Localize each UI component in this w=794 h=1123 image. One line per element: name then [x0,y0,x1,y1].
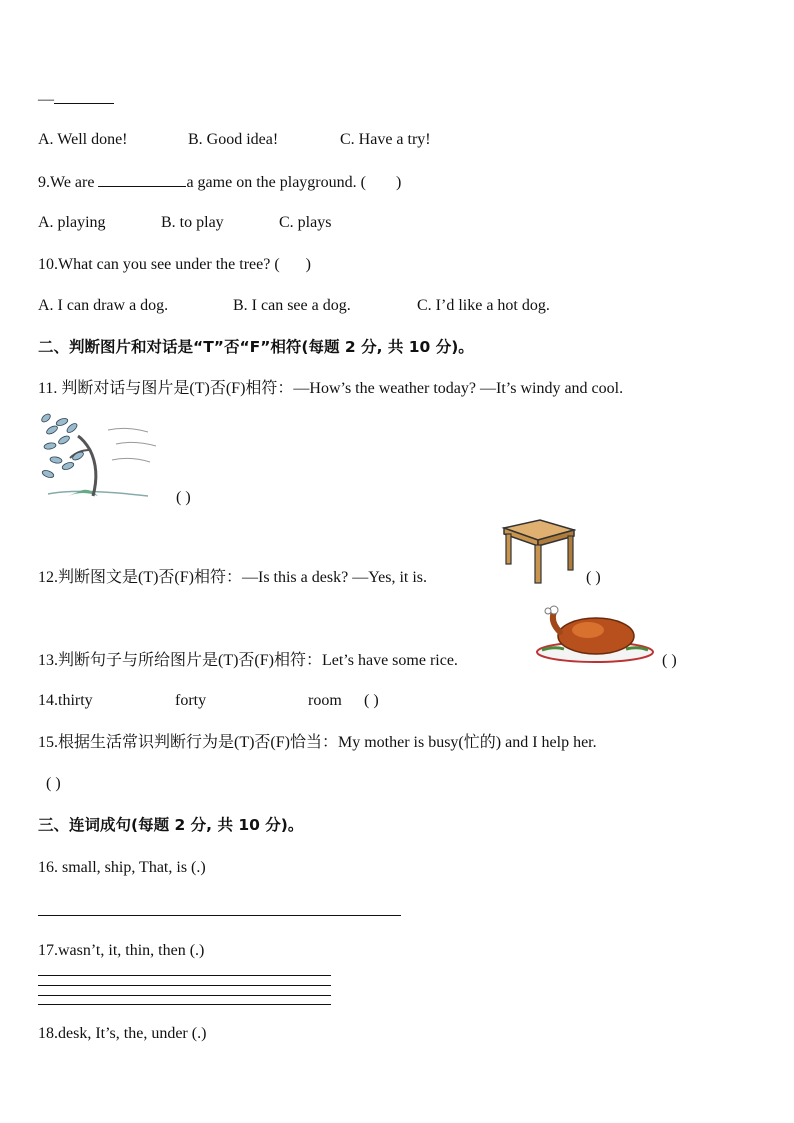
q9-option-a[interactable]: A. playing [38,214,106,231]
q16-text: 16. small, ship, That, is (.) [38,859,206,876]
q14-word-2: forty [175,692,207,709]
q9-fill-blank[interactable] [98,171,186,187]
dialogue-dash: — [38,91,54,108]
q8-option-c[interactable]: C. Have a try! [340,131,431,148]
q10-options [38,296,550,316]
q10-stem [38,255,311,275]
q8-options [38,130,431,150]
q17-text: 17.wasn’t, it, thin, then (.) [38,942,205,959]
q14-word-3: room [308,692,342,709]
q15-answer-parens[interactable]: ( ) [46,775,61,792]
q12-text: 12.判断图文是(T)否(F)相符：—Is this a desk? —Yes, it is. [38,569,428,586]
q9-option-b[interactable]: B. to play [161,214,224,231]
q15-text: 15.根据生活常识判断行为是(T)否(F)恰当：My mother is busy(忙的) and I help her. [38,734,597,751]
wooden-desk-icon [500,516,576,586]
q9-stem-rest: a game on the playground. ( [186,174,366,191]
q9-options [38,213,331,233]
q12-answer-parens[interactable]: ( ) [586,569,601,586]
q9-stem-close: ) [395,174,402,191]
q18-text: 18.desk, It’s, the, under (.) [38,1025,207,1042]
q10-option-c[interactable]: C. I’d like a hot dog. [417,297,550,314]
q9-option-c[interactable]: C. plays [279,214,332,231]
section-3-title: 三、连词成句(每题 2 分, 共 10 分)。 [38,816,304,834]
q14-line [38,691,379,711]
q14-word-1: 14.thirty [38,692,93,709]
q8-option-a[interactable]: A. Well done! [38,131,128,148]
q8-answer-blank[interactable] [54,88,114,104]
q17-answer-line-4[interactable] [38,1004,331,1005]
q9-stem-start: 9.We are [38,174,99,191]
q10-option-b[interactable]: B. I can see a dog. [233,297,351,314]
q14-answer-parens[interactable]: ( ) [364,692,379,709]
q17-answer-line-3[interactable] [38,995,331,996]
section-2-title: 二、判断图片和对话是“T”否“F”相符(每题 2 分, 共 10 分)。 [38,338,474,356]
q13-answer-parens[interactable]: ( ) [662,652,677,669]
q11-answer-parens[interactable]: ( ) [176,489,191,506]
q16-answer-line[interactable] [38,915,401,916]
q11-text: 11. 判断对话与图片是(T)否(F)相符：—How’s the weather today? —It’s windy and cool. [38,380,624,397]
q17-answer-line-2[interactable] [38,985,331,986]
q8-answer-line [38,88,114,110]
q10-stem-close: ) [305,256,311,273]
q17-answer-line-1[interactable] [38,975,331,976]
roast-turkey-icon [534,602,656,666]
q10-option-a[interactable]: A. I can draw a dog. [38,297,169,314]
q9-stem [38,171,401,193]
q10-stem-text: 10.What can you see under the tree? ( [38,256,280,273]
q13-text: 13.判断句子与所给图片是(T)否(F)相符：Let’s have some rice. [38,652,458,669]
windy-tree-icon [38,410,166,502]
q8-option-b[interactable]: B. Good idea! [188,131,279,148]
